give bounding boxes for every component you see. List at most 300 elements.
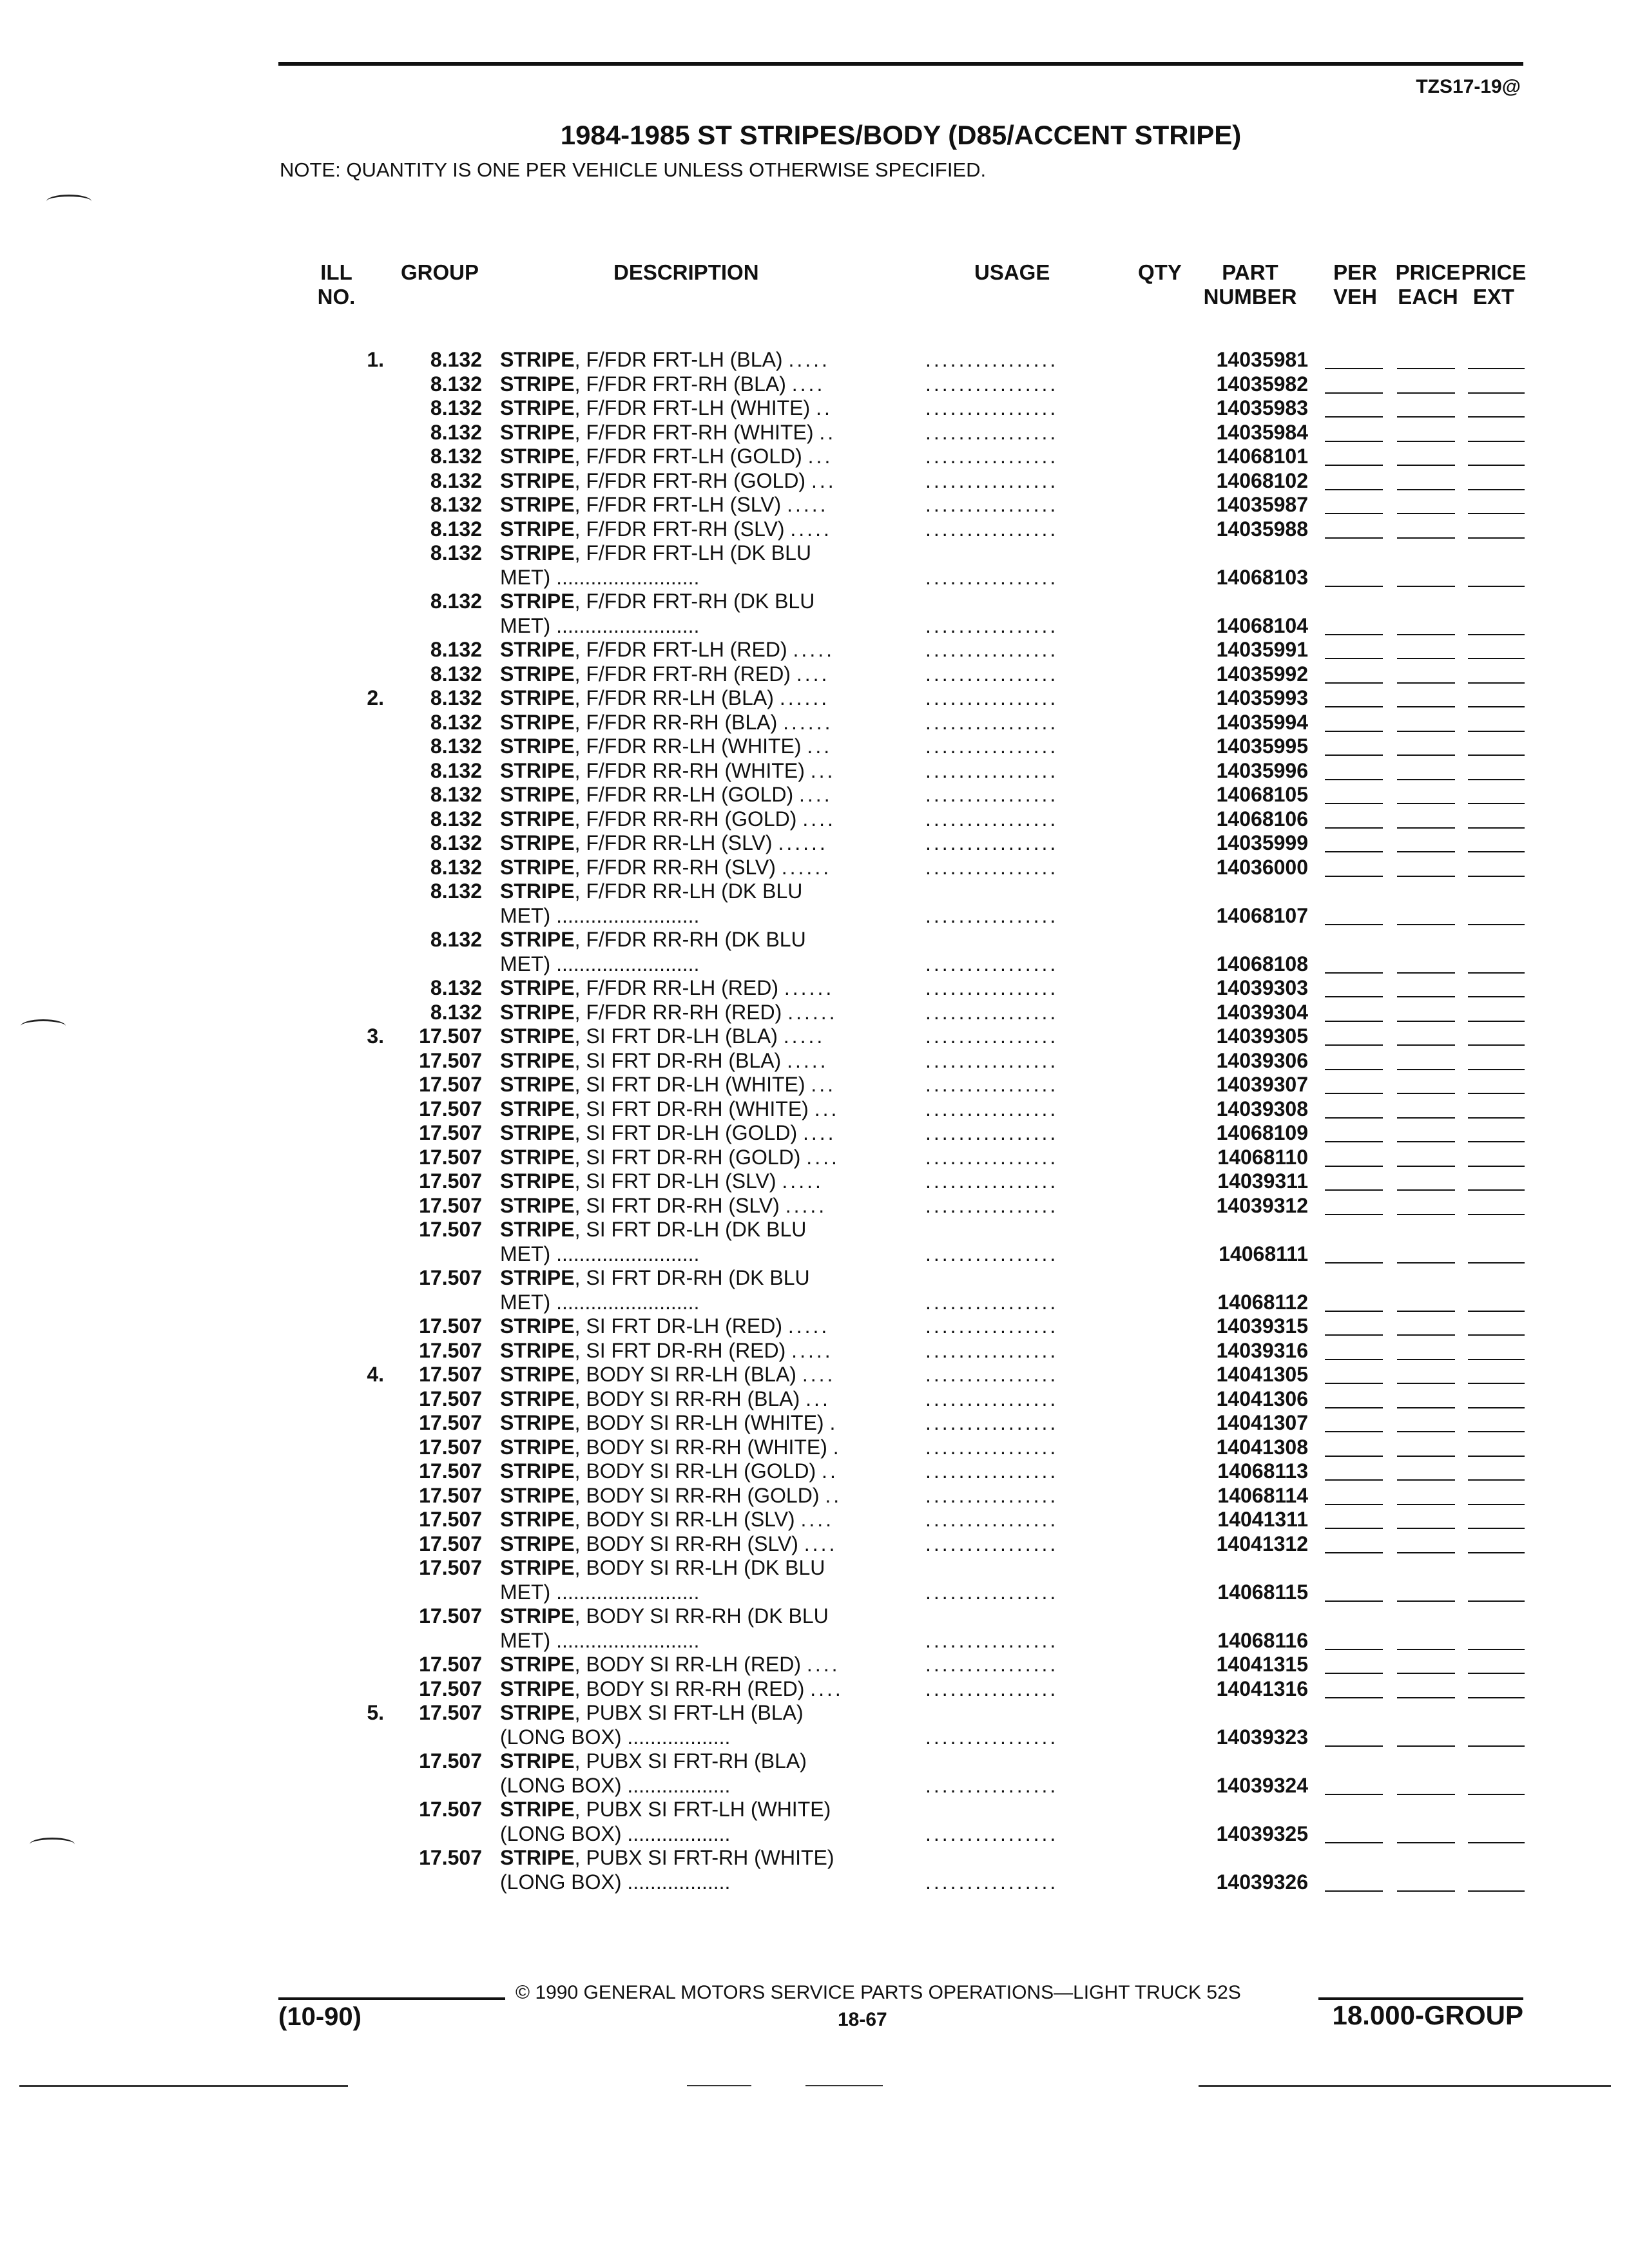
part-row bbox=[0, 1339, 1629, 1363]
header-part: PART bbox=[1222, 260, 1278, 284]
usage-dots: ................ bbox=[925, 662, 1059, 686]
price-ext-blank bbox=[1468, 754, 1525, 756]
group-code: 17.507 bbox=[419, 1556, 482, 1579]
usage-dots: ................ bbox=[925, 855, 1059, 879]
part-detail: , SI FRT DR-LH (RED) bbox=[574, 1314, 782, 1338]
part-detail: , SI FRT DR-LH (WHITE) bbox=[574, 1073, 805, 1096]
part-detail: , F/FDR FRT-RH (SLV) bbox=[574, 517, 785, 541]
part-name: STRIPE bbox=[500, 1121, 575, 1144]
header-per: PER bbox=[1333, 260, 1377, 284]
part-detail: , BODY SI RR-LH (BLA) bbox=[574, 1363, 796, 1386]
part-name: STRIPE bbox=[500, 1097, 575, 1120]
part-description bbox=[500, 1749, 912, 1774]
price-each-blank bbox=[1397, 1166, 1455, 1167]
part-name: STRIPE bbox=[500, 662, 575, 686]
usage-dots: ................ bbox=[925, 1097, 1059, 1120]
header-number: NUMBER bbox=[1203, 285, 1297, 309]
footer-rule-left bbox=[278, 1997, 505, 2000]
usage-dots: ................ bbox=[925, 952, 1059, 975]
group-code: 8.132 bbox=[430, 783, 482, 806]
per-veh-blank bbox=[1325, 1649, 1383, 1650]
leader-dots: .... bbox=[802, 1363, 836, 1386]
price-each-blank bbox=[1397, 1069, 1455, 1070]
part-description bbox=[500, 1194, 912, 1218]
leader-dots: ......................... bbox=[556, 1242, 700, 1265]
part-number: 14068102 bbox=[1216, 468, 1308, 492]
usage-dots: ................ bbox=[925, 1653, 1059, 1676]
part-description bbox=[500, 348, 912, 372]
part-detail: , PUBX SI FRT-RH (WHITE) bbox=[574, 1846, 834, 1869]
part-detail: , F/FDR RR-LH (SLV) bbox=[574, 831, 773, 854]
header-veh: VEH bbox=[1333, 285, 1377, 309]
per-veh-blank bbox=[1325, 465, 1383, 466]
part-description bbox=[500, 1024, 912, 1049]
part-description bbox=[500, 1484, 912, 1508]
part-row bbox=[0, 1508, 1629, 1532]
usage-dots: ................ bbox=[925, 638, 1059, 661]
leader-dots: ...... bbox=[784, 976, 834, 999]
usage-dots: ................ bbox=[925, 1290, 1059, 1314]
part-description bbox=[500, 1146, 912, 1170]
per-veh-blank bbox=[1325, 658, 1383, 659]
copyright-line: © 1990 GENERAL MOTORS SERVICE PARTS OPERATIONS—LIGHT TRUCK 52S bbox=[516, 1982, 1241, 2003]
leader-dots: ..... bbox=[782, 1169, 824, 1193]
price-each-blank bbox=[1397, 996, 1455, 997]
part-number: 14039304 bbox=[1216, 1000, 1308, 1024]
part-description-cont bbox=[500, 1242, 912, 1267]
usage-dots: ................ bbox=[925, 348, 1059, 371]
per-veh-blank bbox=[1325, 1890, 1383, 1892]
usage-dots: ................ bbox=[925, 686, 1059, 709]
part-number: 14068109 bbox=[1216, 1121, 1308, 1144]
part-description bbox=[500, 1653, 912, 1677]
usage-dots: ................ bbox=[925, 1073, 1059, 1096]
per-veh-blank bbox=[1325, 1069, 1383, 1070]
part-detail: , F/FDR FRT-RH (WHITE) bbox=[574, 420, 814, 444]
part-number: 14039326 bbox=[1216, 1870, 1308, 1894]
part-number: 14035996 bbox=[1216, 758, 1308, 782]
usage-dots: ................ bbox=[925, 1483, 1059, 1507]
part-number: 14039324 bbox=[1216, 1773, 1308, 1797]
part-description bbox=[500, 1677, 912, 1702]
leader-dots: ..... bbox=[783, 1024, 825, 1048]
part-row bbox=[0, 1387, 1629, 1412]
part-name: STRIPE bbox=[500, 1798, 575, 1821]
leader-dots: ... bbox=[811, 1073, 836, 1096]
leader-dots: .. bbox=[819, 420, 836, 444]
group-code: 8.132 bbox=[430, 517, 482, 541]
part-detail-cont: MET) bbox=[500, 1242, 551, 1265]
per-veh-blank bbox=[1325, 1383, 1383, 1384]
group-code: 8.132 bbox=[430, 445, 482, 468]
part-number: 14035995 bbox=[1216, 735, 1308, 758]
usage-dots: ................ bbox=[925, 1677, 1059, 1700]
header-price-1: PRICE bbox=[1395, 260, 1461, 284]
part-description bbox=[500, 372, 912, 397]
per-veh-blank bbox=[1325, 1189, 1383, 1191]
part-description-cont bbox=[500, 952, 912, 977]
part-row bbox=[0, 1049, 1629, 1073]
part-description bbox=[500, 759, 912, 783]
part-name: STRIPE bbox=[500, 1483, 575, 1507]
part-description bbox=[500, 831, 912, 856]
price-ext-blank bbox=[1468, 1745, 1525, 1747]
per-veh-blank bbox=[1325, 1117, 1383, 1119]
group-code: 8.132 bbox=[430, 662, 482, 686]
price-each-blank bbox=[1397, 1431, 1455, 1432]
price-ext-blank bbox=[1468, 634, 1525, 635]
price-ext-blank bbox=[1468, 1890, 1525, 1892]
price-each-blank bbox=[1397, 489, 1455, 490]
price-each-blank bbox=[1397, 416, 1455, 418]
price-each-blank bbox=[1397, 1189, 1455, 1191]
part-row bbox=[0, 1532, 1629, 1557]
header-usage: USAGE bbox=[974, 260, 1050, 284]
per-veh-blank bbox=[1325, 876, 1383, 877]
leader-dots: ..... bbox=[793, 638, 834, 661]
usage-dots: ................ bbox=[925, 1024, 1059, 1048]
group-code: 17.507 bbox=[419, 1483, 482, 1507]
part-description-cont bbox=[500, 1870, 912, 1895]
part-detail: , PUBX SI FRT-LH (WHITE) bbox=[574, 1798, 831, 1821]
leader-dots: ... bbox=[805, 1387, 831, 1410]
leader-dots: ..... bbox=[787, 1314, 830, 1338]
usage-dots: ................ bbox=[925, 1508, 1059, 1531]
price-each-blank bbox=[1397, 465, 1455, 466]
part-row bbox=[0, 1218, 1629, 1266]
part-description bbox=[500, 421, 912, 445]
per-veh-blank bbox=[1325, 1431, 1383, 1432]
leader-dots: .... bbox=[806, 1145, 840, 1169]
per-veh-blank bbox=[1325, 1456, 1383, 1457]
leader-dots: .................. bbox=[627, 1870, 731, 1894]
price-ext-blank bbox=[1468, 586, 1525, 587]
usage-dots: ................ bbox=[925, 1145, 1059, 1169]
part-description bbox=[500, 1097, 912, 1122]
part-detail: , BODY SI RR-RH (RED) bbox=[574, 1677, 805, 1700]
part-detail: , BODY SI RR-LH (DK BLU bbox=[574, 1556, 825, 1579]
usage-dots: ................ bbox=[925, 831, 1059, 854]
leader-dots: ......................... bbox=[556, 1628, 700, 1652]
per-veh-blank bbox=[1325, 1479, 1383, 1481]
part-row bbox=[0, 1314, 1629, 1339]
revision-date: (10-90) bbox=[278, 2003, 361, 2031]
leader-dots: ... bbox=[810, 758, 836, 782]
group-code: 8.132 bbox=[430, 468, 482, 492]
leader-dots: ... bbox=[811, 468, 836, 492]
part-number: 14068107 bbox=[1216, 903, 1308, 927]
group-code: 8.132 bbox=[430, 735, 482, 758]
price-each-blank bbox=[1397, 1262, 1455, 1264]
per-veh-blank bbox=[1325, 1504, 1383, 1505]
group-code: 8.132 bbox=[430, 1000, 482, 1024]
price-ext-blank bbox=[1468, 779, 1525, 780]
leader-dots: ...... bbox=[779, 686, 830, 709]
price-ext-blank bbox=[1468, 1842, 1525, 1843]
usage-dots: ................ bbox=[925, 1338, 1059, 1362]
price-ext-blank bbox=[1468, 392, 1525, 394]
part-detail: , BODY SI RR-RH (BLA) bbox=[574, 1387, 800, 1410]
usage-dots: ................ bbox=[925, 1725, 1059, 1749]
part-row bbox=[0, 1266, 1629, 1314]
part-description bbox=[500, 396, 912, 421]
part-number: 14068116 bbox=[1217, 1628, 1308, 1652]
group-code: 8.132 bbox=[430, 758, 482, 782]
group-code: 8.132 bbox=[430, 541, 482, 564]
part-name: STRIPE bbox=[500, 735, 575, 758]
price-each-blank bbox=[1397, 1141, 1455, 1142]
per-veh-blank bbox=[1325, 1141, 1383, 1142]
per-veh-blank bbox=[1325, 1262, 1383, 1264]
header-price-2: PRICE bbox=[1461, 260, 1527, 284]
leader-dots: ... bbox=[814, 1097, 840, 1120]
usage-dots: ................ bbox=[925, 783, 1059, 806]
part-description bbox=[500, 541, 912, 566]
usage-dots: ................ bbox=[925, 807, 1059, 831]
part-row bbox=[0, 1459, 1629, 1484]
group-code: 17.507 bbox=[419, 1266, 482, 1289]
leader-dots: ...... bbox=[787, 1000, 838, 1024]
price-ext-blank bbox=[1468, 1069, 1525, 1070]
group-code: 8.132 bbox=[430, 710, 482, 734]
price-ext-blank bbox=[1468, 513, 1525, 514]
part-description-cont bbox=[500, 1725, 912, 1750]
price-ext-blank bbox=[1468, 803, 1525, 804]
leader-dots: ... bbox=[807, 445, 833, 468]
price-ext-blank bbox=[1468, 924, 1525, 925]
usage-dots: ................ bbox=[925, 1773, 1059, 1797]
part-number: 14068108 bbox=[1216, 952, 1308, 975]
price-each-blank bbox=[1397, 1842, 1455, 1843]
part-name: STRIPE bbox=[500, 1749, 575, 1773]
leader-dots: .. bbox=[822, 1459, 838, 1483]
group-code: 8.132 bbox=[430, 493, 482, 516]
price-each-blank bbox=[1397, 682, 1455, 684]
part-detail: , F/FDR RR-LH (BLA) bbox=[574, 686, 774, 709]
page-number: 18-67 bbox=[838, 2009, 887, 2030]
part-description bbox=[500, 1798, 912, 1822]
group-code: 8.132 bbox=[430, 928, 482, 951]
part-detail: , F/FDR FRT-RH (RED) bbox=[574, 662, 791, 686]
leader-dots: .... bbox=[806, 1653, 840, 1676]
usage-dots: ................ bbox=[925, 1193, 1059, 1217]
binder-hole-mark bbox=[46, 195, 92, 208]
leader-dots: ......................... bbox=[556, 565, 700, 589]
part-description bbox=[500, 662, 912, 687]
group-code: 8.132 bbox=[430, 976, 482, 999]
part-detail: , BODY SI RR-LH (GOLD) bbox=[574, 1459, 816, 1483]
part-description bbox=[500, 1121, 912, 1146]
price-ext-blank bbox=[1468, 658, 1525, 659]
document-code: TZS17-19@ bbox=[1416, 76, 1521, 97]
group-code: 17.507 bbox=[419, 1701, 482, 1724]
price-each-blank bbox=[1397, 1311, 1455, 1312]
leader-dots: .. bbox=[825, 1483, 842, 1507]
part-number: 14041315 bbox=[1216, 1653, 1308, 1676]
price-ext-blank bbox=[1468, 731, 1525, 732]
part-number: 14039308 bbox=[1216, 1097, 1308, 1120]
leader-dots: ......................... bbox=[556, 952, 700, 975]
part-description-cont bbox=[500, 566, 912, 590]
part-detail: , F/FDR FRT-RH (GOLD) bbox=[574, 468, 806, 492]
part-name: STRIPE bbox=[500, 1653, 575, 1676]
per-veh-blank bbox=[1325, 682, 1383, 684]
part-description bbox=[500, 783, 912, 807]
price-each-blank bbox=[1397, 658, 1455, 659]
part-name: STRIPE bbox=[500, 1532, 575, 1555]
price-each-blank bbox=[1397, 1673, 1455, 1674]
group-code: 17.507 bbox=[419, 1798, 482, 1821]
part-number: 14039323 bbox=[1216, 1725, 1308, 1749]
part-name: STRIPE bbox=[500, 1338, 575, 1362]
part-name: STRIPE bbox=[500, 1218, 575, 1241]
part-detail: , SI FRT DR-RH (DK BLU bbox=[574, 1266, 810, 1289]
scan-line bbox=[1199, 2085, 1611, 2087]
price-ext-blank bbox=[1468, 1214, 1525, 1215]
part-row bbox=[0, 976, 1629, 1001]
part-row bbox=[0, 1653, 1629, 1677]
leader-dots: ..... bbox=[787, 493, 829, 516]
usage-dots: ................ bbox=[925, 1459, 1059, 1483]
part-description-cont bbox=[500, 1291, 912, 1315]
usage-dots: ................ bbox=[925, 903, 1059, 927]
price-ext-blank bbox=[1468, 1456, 1525, 1457]
price-each-blank bbox=[1397, 1794, 1455, 1795]
header-price-each bbox=[1394, 260, 1461, 309]
ill-number: 3. bbox=[367, 1024, 384, 1048]
part-row bbox=[0, 469, 1629, 494]
group-code: 8.132 bbox=[430, 372, 482, 396]
usage-dots: ................ bbox=[925, 613, 1059, 637]
usage-dots: ................ bbox=[925, 1387, 1059, 1410]
price-each-blank bbox=[1397, 1504, 1455, 1505]
part-detail-cont: MET) bbox=[500, 1628, 551, 1652]
price-each-blank bbox=[1397, 634, 1455, 635]
scan-line bbox=[687, 2085, 751, 2086]
group-code: 17.507 bbox=[419, 1532, 482, 1555]
part-detail: , F/FDR FRT-RH (BLA) bbox=[574, 372, 786, 396]
part-number: 14041316 bbox=[1216, 1677, 1308, 1700]
part-name: STRIPE bbox=[500, 348, 575, 371]
part-detail: , F/FDR RR-LH (WHITE) bbox=[574, 735, 802, 758]
price-each-blank bbox=[1397, 1697, 1455, 1698]
part-description bbox=[500, 1001, 912, 1025]
part-number: 14041307 bbox=[1216, 1411, 1308, 1434]
part-number: 14035999 bbox=[1216, 831, 1308, 854]
part-number: 14035992 bbox=[1216, 662, 1308, 686]
group-code: 17.507 bbox=[419, 1363, 482, 1386]
group-code: 17.507 bbox=[419, 1145, 482, 1169]
usage-dots: ................ bbox=[925, 1532, 1059, 1555]
header-ill-no bbox=[311, 260, 362, 309]
part-row bbox=[0, 1363, 1629, 1387]
parts-list bbox=[0, 348, 1629, 1894]
per-veh-blank bbox=[1325, 1745, 1383, 1747]
price-each-blank bbox=[1397, 827, 1455, 829]
part-detail: , PUBX SI FRT-LH (BLA) bbox=[574, 1701, 804, 1724]
leader-dots: ... bbox=[807, 735, 833, 758]
part-detail: , SI FRT DR-RH (SLV) bbox=[574, 1193, 780, 1217]
price-ext-blank bbox=[1468, 1431, 1525, 1432]
per-veh-blank bbox=[1325, 972, 1383, 974]
part-row bbox=[0, 1097, 1629, 1122]
header-part-number bbox=[1196, 260, 1304, 309]
part-number: 14035994 bbox=[1216, 710, 1308, 734]
usage-dots: ................ bbox=[925, 1242, 1059, 1265]
part-name: STRIPE bbox=[500, 1701, 575, 1724]
page-title: 1984-1985 ST STRIPES/BODY (D85/ACCENT STRIPE) bbox=[560, 120, 1242, 150]
ill-number: 1. bbox=[367, 348, 384, 371]
part-number: 14039306 bbox=[1216, 1048, 1308, 1072]
price-each-blank bbox=[1397, 779, 1455, 780]
usage-dots: ................ bbox=[925, 517, 1059, 541]
usage-dots: ................ bbox=[925, 468, 1059, 492]
part-description-cont bbox=[500, 1822, 912, 1847]
part-detail: , SI FRT DR-LH (DK BLU bbox=[574, 1218, 807, 1241]
per-veh-blank bbox=[1325, 586, 1383, 587]
part-number: 14068106 bbox=[1216, 807, 1308, 831]
part-row bbox=[0, 1073, 1629, 1097]
part-number: 14068103 bbox=[1216, 565, 1308, 589]
part-name: STRIPE bbox=[500, 686, 575, 709]
part-number: 14039312 bbox=[1216, 1193, 1308, 1217]
price-ext-blank bbox=[1468, 1794, 1525, 1795]
header-qty: QTY bbox=[1138, 260, 1182, 284]
ill-number: 5. bbox=[367, 1701, 384, 1724]
usage-dots: ................ bbox=[925, 1435, 1059, 1459]
group-code: 8.132 bbox=[430, 879, 482, 903]
price-ext-blank bbox=[1468, 1673, 1525, 1674]
part-name: STRIPE bbox=[500, 420, 575, 444]
part-number: 14068111 bbox=[1219, 1242, 1308, 1265]
binder-hole-mark bbox=[30, 1838, 75, 1851]
per-veh-blank bbox=[1325, 827, 1383, 829]
part-name: STRIPE bbox=[500, 831, 575, 854]
price-ext-blank bbox=[1468, 1359, 1525, 1360]
part-number: 14036000 bbox=[1216, 855, 1308, 879]
part-number: 14039303 bbox=[1216, 976, 1308, 999]
part-number: 14068114 bbox=[1217, 1483, 1308, 1507]
part-name: STRIPE bbox=[500, 517, 575, 541]
part-name: STRIPE bbox=[500, 590, 575, 613]
part-row bbox=[0, 1169, 1629, 1194]
group-code: 17.507 bbox=[419, 1604, 482, 1628]
group-code: 17.507 bbox=[419, 1846, 482, 1869]
part-description bbox=[500, 1556, 912, 1581]
part-name: STRIPE bbox=[500, 1024, 575, 1048]
part-description bbox=[500, 686, 912, 711]
per-veh-blank bbox=[1325, 392, 1383, 394]
price-ext-blank bbox=[1468, 1044, 1525, 1046]
usage-dots: ................ bbox=[925, 420, 1059, 444]
leader-dots: ..... bbox=[785, 1193, 827, 1217]
per-veh-blank bbox=[1325, 1334, 1383, 1336]
part-detail: , SI FRT DR-LH (SLV) bbox=[574, 1169, 776, 1193]
part-row bbox=[0, 1194, 1629, 1218]
part-name: STRIPE bbox=[500, 1556, 575, 1579]
per-veh-blank bbox=[1325, 1359, 1383, 1360]
group-code: 17.507 bbox=[419, 1073, 482, 1096]
price-each-blank bbox=[1397, 1552, 1455, 1553]
part-number: 14039311 bbox=[1217, 1169, 1308, 1193]
part-detail: , F/FDR RR-RH (SLV) bbox=[574, 855, 776, 879]
header-ext: EXT bbox=[1472, 285, 1515, 309]
part-number: 14035993 bbox=[1216, 686, 1308, 709]
part-description bbox=[500, 1604, 912, 1629]
group-code: 17.507 bbox=[419, 1677, 482, 1700]
group-code: 17.507 bbox=[419, 1024, 482, 1048]
price-each-blank bbox=[1397, 513, 1455, 514]
